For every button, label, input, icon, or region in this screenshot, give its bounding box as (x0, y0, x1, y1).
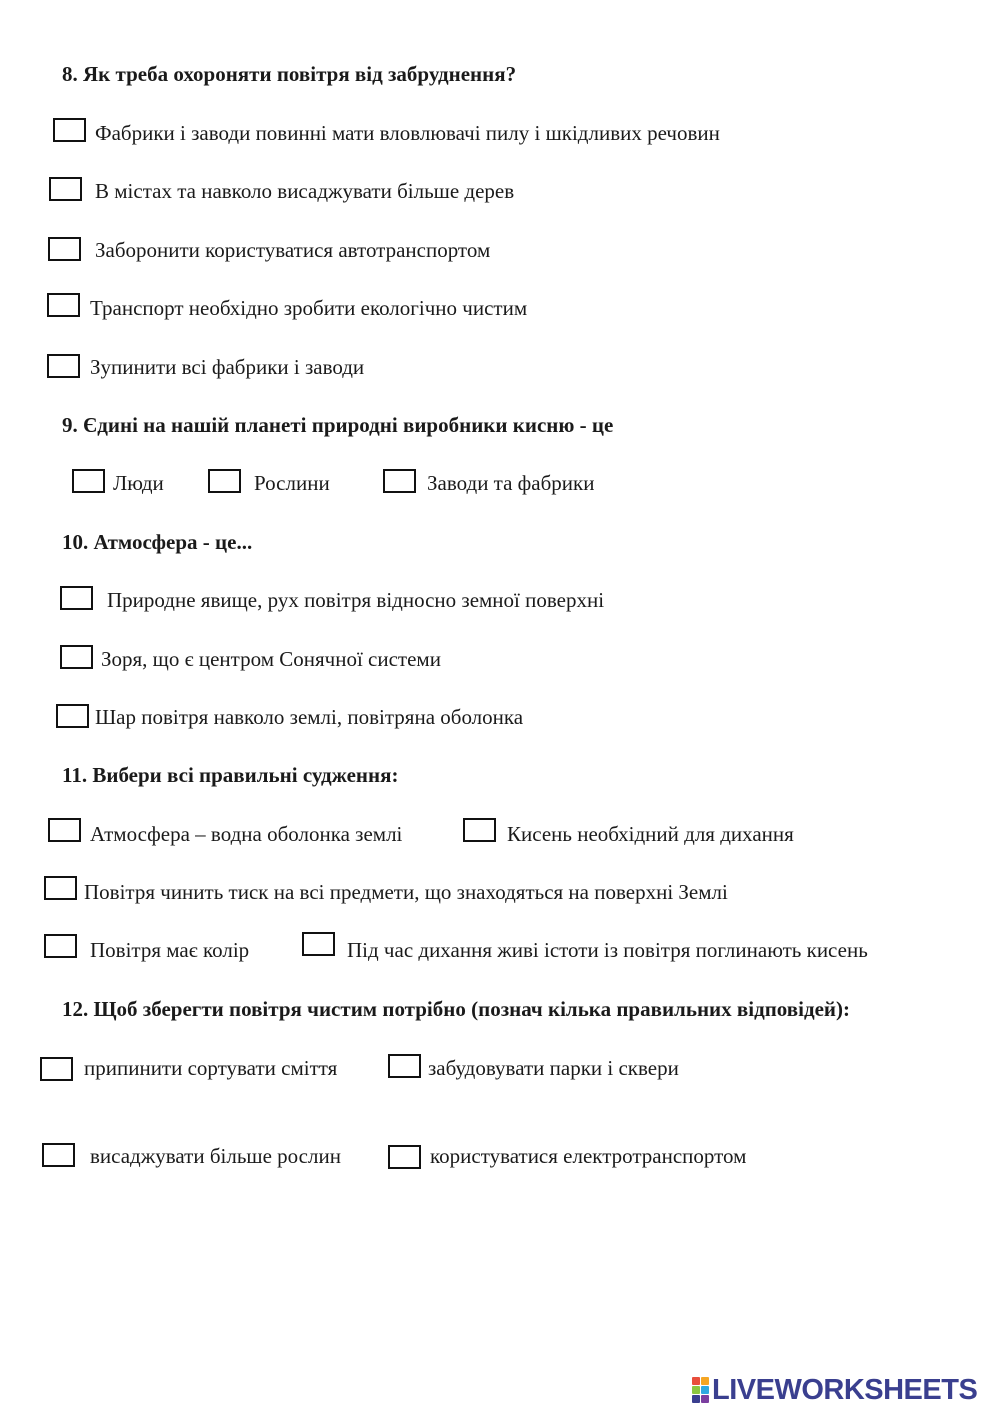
q12-option-1-label: припинити сортувати сміття (84, 1056, 338, 1080)
q8-option-5-checkbox[interactable] (47, 354, 80, 378)
q11-option-1-label: Атмосфера – водна оболонка землі (90, 822, 403, 846)
q11-option-3-label: Повітря чинить тиск на всі предмети, що знаходяться на поверхні Землі (84, 880, 728, 904)
q10-option-3-checkbox[interactable] (56, 704, 89, 728)
q8-option-3-checkbox[interactable] (48, 237, 81, 261)
q9-option-2-checkbox[interactable] (208, 469, 241, 493)
q11-option-2-checkbox[interactable] (463, 818, 496, 842)
q12-option-2-checkbox[interactable] (388, 1054, 421, 1078)
q9-option-1-label: Люди (113, 471, 164, 495)
q12-option-2-label: забудовувати парки і сквери (428, 1056, 679, 1080)
q11-option-2-label: Кисень необхідний для дихання (507, 822, 794, 846)
question-11-title: 11. Вибери всі правильні судження: (62, 763, 399, 787)
q11-option-1-checkbox[interactable] (48, 818, 81, 842)
q12-option-4-checkbox[interactable] (388, 1145, 421, 1169)
q11-option-4-label: Повітря має колір (90, 938, 250, 962)
q11-option-3-checkbox[interactable] (44, 876, 77, 900)
logo-mark-cell (692, 1395, 700, 1403)
logo-mark-cell (701, 1386, 709, 1394)
question-8-title: 8. Як треба охороняти повітря від забруднення? (62, 62, 517, 86)
q10-option-3-label: Шар повітря навколо землі, повітряна оболонка (95, 705, 524, 729)
q8-option-2-label: В містах та навколо висаджувати більше дерев (95, 179, 515, 203)
q8-option-5-label: Зупинити всі фабрики і заводи (90, 355, 365, 379)
q9-option-3-checkbox[interactable] (383, 469, 416, 493)
logo-mark-cell (701, 1395, 709, 1403)
q11-option-4-checkbox[interactable] (44, 934, 77, 958)
q10-option-2-label: Зоря, що є центром Сонячної системи (101, 647, 441, 671)
q12-option-4-label: користуватися електротранспортом (430, 1144, 747, 1168)
q8-option-2-checkbox[interactable] (49, 177, 82, 201)
q10-option-1-checkbox[interactable] (60, 586, 93, 610)
q8-option-4-checkbox[interactable] (47, 293, 80, 317)
q9-option-1-checkbox[interactable] (72, 469, 105, 493)
liveworksheets-logo-text: LIVEWORKSHEETS (712, 1373, 978, 1406)
question-9-title: 9. Єдині на нашій планеті природні виробники кисню - це (62, 413, 614, 437)
liveworksheets-logo-icon (692, 1377, 709, 1403)
logo-mark-cell (692, 1377, 700, 1385)
q8-option-4-label: Транспорт необхідно зробити екологічно чистим (90, 296, 528, 320)
q8-option-1-checkbox[interactable] (53, 118, 86, 142)
q11-option-5-checkbox[interactable] (302, 932, 335, 956)
logo-mark-cell (692, 1386, 700, 1394)
q8-option-3-label: Заборонити користуватися автотранспортом (95, 238, 491, 262)
q12-option-1-checkbox[interactable] (40, 1057, 73, 1081)
q9-option-3-label: Заводи та фабрики (427, 471, 595, 495)
logo-mark-cell (701, 1377, 709, 1385)
q9-option-2-label: Рослини (254, 471, 330, 495)
question-12-title: 12. Щоб зберегти повітря чистим потрібно (познач кілька правильних відповідей): (62, 997, 850, 1021)
q10-option-1-label: Природне явище, рух повітря відносно земної поверхні (107, 588, 605, 612)
liveworksheets-logo (692, 1373, 978, 1406)
q8-option-1-label: Фабрики і заводи повинні мати вловлювачі пилу і шкідливих речовин (95, 121, 720, 145)
q11-option-5-label: Під час дихання живі істоти із повітря поглинають кисень (347, 938, 868, 962)
q10-option-2-checkbox[interactable] (60, 645, 93, 669)
question-10-title: 10. Атмосфера - це... (62, 530, 253, 554)
q12-option-3-checkbox[interactable] (42, 1143, 75, 1167)
q12-option-3-label: висаджувати більше рослин (90, 1144, 341, 1168)
